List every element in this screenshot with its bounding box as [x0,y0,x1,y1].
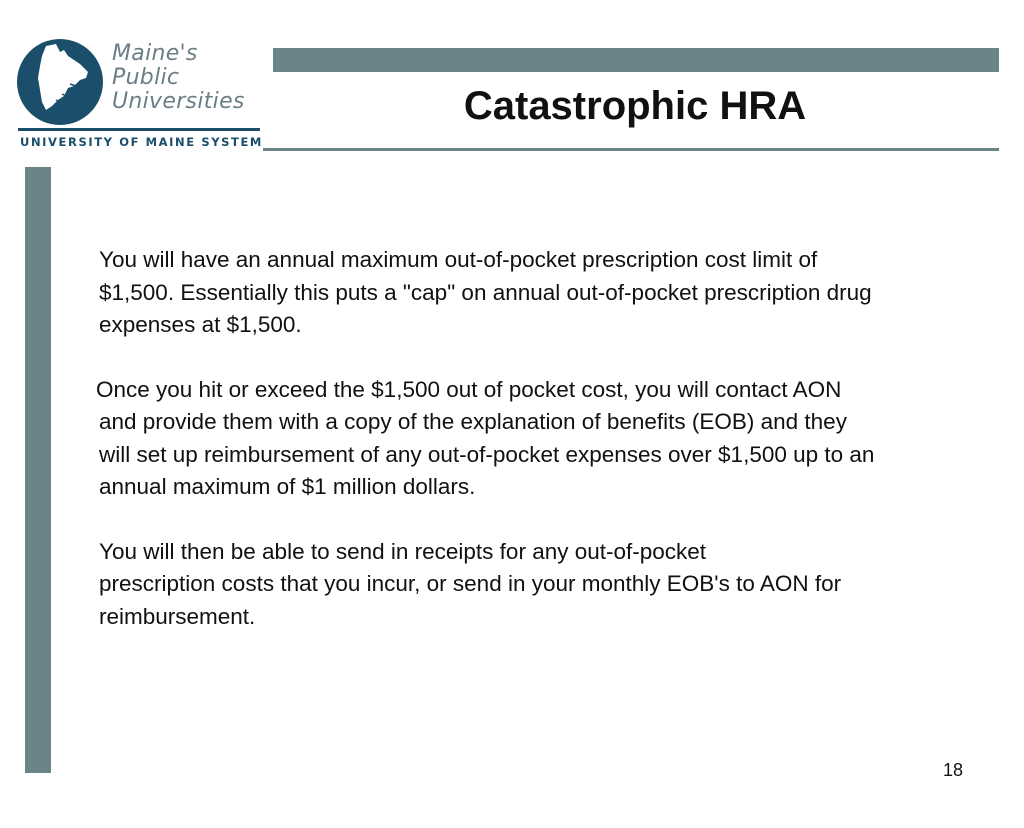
slide-body [96,244,979,665]
logo-divider [18,128,260,131]
maine-state-seal-icon [16,38,104,126]
maine-public-universities-logo [14,36,264,154]
title-underline [263,148,999,151]
slide-title [270,80,1000,132]
page-number: 18 [942,760,964,780]
logo-line-1: Maine's [112,41,198,66]
paragraph-1: You will have an annual maximum out-of-pocket prescription cost limit of $1,500. Essentially this puts a "cap" on annual out-of-pocket prescription drug expenses at $1,500. [99,247,872,337]
logo-line-2: Public [112,65,180,90]
logo-line-3: Universities [112,89,245,114]
paragraph-3: You will then be able to send in receipts for any out-of-pocket prescription costs that you incur, or send in your monthly EOB's to AON for reimbursement. [99,538,842,629]
left-accent-bar [25,167,51,773]
logo-system-name: UNIVERSITY OF MAINE SYSTEM [20,135,263,149]
logo-wordmark [112,42,245,114]
slide-title-text: Catastrophic HRA [463,84,807,128]
header-accent-bar [273,48,999,72]
paragraph-2: Once you hit or exceed the $1,500 out of pocket cost, you will contact AON and provide them with a copy of the explanation of benefits (EOB) and they will set up reimbursement of any out-of-pocket expenses over $1,500 up to an annual maximum of $1 million dollars. [96,376,875,499]
